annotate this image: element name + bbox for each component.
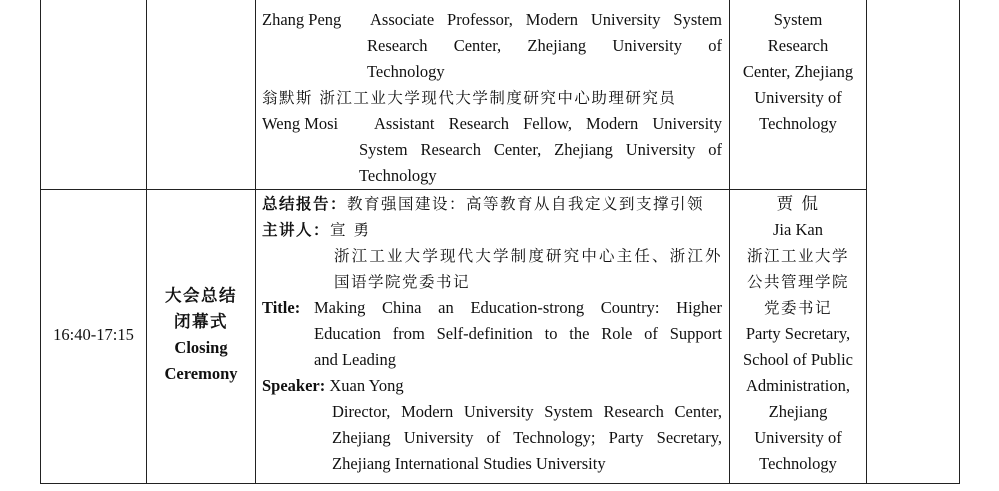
speaker-name-en: Xuan Yong (329, 376, 404, 395)
session-title-line: Ceremony (164, 364, 238, 383)
speaker-title-line: System Research Center, Zhejiang University of (359, 140, 722, 159)
speaker-label-en: Speaker: (262, 376, 326, 395)
table-border-left (40, 0, 41, 484)
session-time: 16:40-17:15 (53, 325, 134, 344)
speaker-name: Zhang Peng (262, 10, 342, 29)
report-label: 总结报告： (262, 194, 348, 213)
speaker-affiliation-zh: 浙江工业大学现代大学制度研究中心主任、浙江外 (334, 247, 722, 265)
host-line: 公共管理学院 (746, 273, 849, 291)
row-divider (40, 189, 866, 190)
host-line: University of (754, 88, 842, 107)
row2-content-cell (262, 191, 722, 477)
host-line: School of Public (743, 350, 853, 369)
session-title-line: 闭幕式 (174, 312, 228, 331)
column-divider-session (255, 0, 256, 484)
speaker-entry (262, 111, 722, 137)
report-line (262, 191, 722, 217)
host-line: Technology (759, 454, 837, 473)
speaker-label-zh: 主讲人： (262, 220, 331, 239)
host-line: 党委书记 (763, 299, 832, 317)
title-line (262, 295, 722, 321)
column-divider-host (866, 0, 867, 484)
host-line: Research (767, 36, 829, 55)
host-line: Administration, (745, 376, 851, 395)
host-line: Center, Zhejiang (742, 62, 854, 81)
row1-host-cell (730, 7, 866, 137)
speaker-affiliation-en: Director, Modern University System Research Center, (332, 402, 722, 421)
title-label: Title: (262, 298, 301, 317)
host-line: System (773, 10, 823, 29)
session-title-cell (147, 283, 255, 387)
row2-host-cell (730, 191, 866, 477)
speaker-title-line: Assistant Research Fellow, Modern University (374, 114, 722, 133)
report-title-zh: 教育强国建设：高等教育从自我定义到支撑引领 (347, 195, 705, 213)
host-line: Party Secretary, (745, 324, 851, 343)
host-line: 贾 侃 (776, 194, 820, 213)
speaker-entry (262, 7, 722, 33)
session-title-line: 大会总结 (165, 286, 237, 305)
table-border-bottom (40, 483, 960, 484)
speaker-affiliation-zh: 国语学院党委书记 (334, 273, 471, 291)
speaker-line-zh (262, 217, 722, 243)
column-divider-time (146, 0, 147, 484)
host-line: Zhejiang (768, 402, 828, 421)
host-line: 浙江工业大学 (746, 247, 849, 265)
talk-title-line: and Leading (314, 350, 397, 369)
speaker-title-line: Technology (367, 62, 445, 81)
talk-title-line: Education from Self-definition to the Role of Support (314, 324, 722, 343)
speaker-line-en (262, 373, 722, 399)
host-line: University of (754, 428, 842, 447)
talk-title-line: Making China an Education-strong Country: Higher (314, 298, 722, 317)
session-title-line: Closing (174, 338, 228, 357)
speaker-affiliation-en: Zhejiang University of Technology; Party Secretary, (332, 428, 722, 447)
speaker-zh-line: 翁默斯 浙江工业大学现代大学制度研究中心助理研究员 (262, 89, 677, 107)
table-border-right (959, 0, 960, 484)
speaker-title-line: Research Center, Zhejiang University of (367, 36, 722, 55)
host-line: Technology (759, 114, 837, 133)
speaker-name: Weng Mosi (262, 114, 339, 133)
speaker-title-line: Associate Professor, Modern University System (370, 10, 722, 29)
speaker-affiliation-en: Zhejiang International Studies University (332, 454, 606, 473)
host-line: Jia Kan (773, 220, 823, 239)
row1-content-cell (262, 7, 722, 189)
speaker-name-zh: 宣 勇 (330, 221, 371, 239)
speaker-title-line: Technology (359, 166, 437, 185)
